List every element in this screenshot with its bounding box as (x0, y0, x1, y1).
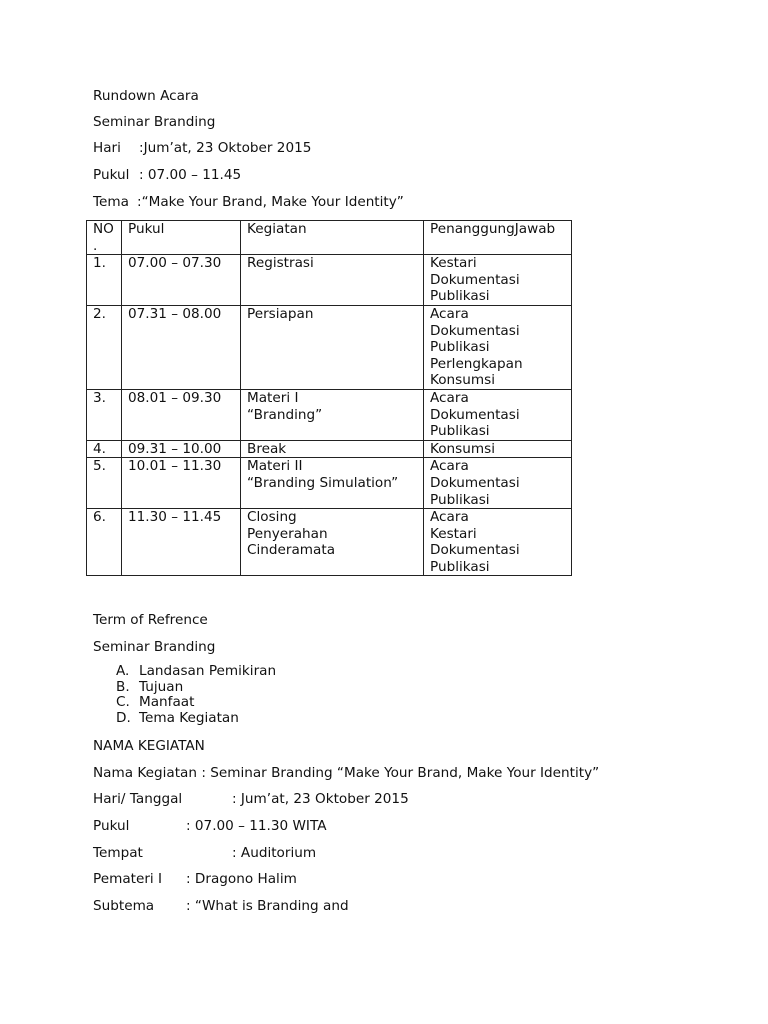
activity-cell: Closing Penyerahan Cinderamata (241, 509, 424, 576)
list-item (116, 664, 276, 680)
subtema-value: : “What is Branding and (186, 898, 349, 914)
pic-cell: Acara Dokumentasi Publikasi (424, 458, 572, 509)
table-row (87, 305, 572, 389)
pic-cell: Kestari Dokumentasi Publikasi (424, 255, 572, 306)
column-header: PenanggungJawab (424, 221, 572, 255)
time-cell: 07.31 – 08.00 (122, 305, 241, 389)
time-cell: 07.00 – 07.30 (122, 255, 241, 306)
time-cell: 10.01 – 11.30 (122, 458, 241, 509)
tempat-label: Tempat (93, 845, 143, 861)
list-item (116, 680, 276, 696)
kegiatan-pukul-label: Pukul (93, 818, 130, 834)
time-cell: 08.01 – 09.30 (122, 389, 241, 440)
activity-cell: Break (241, 440, 424, 458)
table-row (87, 458, 572, 509)
list-marker: D. (116, 710, 131, 727)
table-row (87, 440, 572, 458)
activity-cell: Materi II “Branding Simulation” (241, 458, 424, 509)
time-cell: 11.30 – 11.45 (122, 509, 241, 576)
column-header: Kegiatan (241, 221, 424, 255)
pukul-label: Pukul (93, 167, 130, 183)
tanggal-value: : Jum’at, 23 Oktober 2015 (232, 791, 409, 807)
hari-value: :Jum’at, 23 Oktober 2015 (139, 140, 312, 156)
subtema-label: Subtema (93, 898, 155, 914)
pic-cell: Konsumsi (424, 440, 572, 458)
list-item (116, 711, 276, 727)
column-header: NO . (87, 221, 122, 255)
rundown-table-body (87, 221, 572, 576)
tor-subtitle: Seminar Branding (93, 639, 216, 655)
list-item-text: Manfaat (139, 694, 195, 711)
list-item-text: Landasan Pemikiran (139, 663, 277, 679)
hari-label: Hari (93, 140, 121, 156)
row-number-cell: 1. (87, 255, 122, 306)
pukul-value: : 07.00 – 11.45 (139, 167, 242, 183)
list-marker: C. (116, 694, 130, 711)
activity-cell: Materi I “Branding” (241, 389, 424, 440)
table-row (87, 389, 572, 440)
tor-title: Term of Refrence (93, 612, 208, 628)
pemateri-label: Pemateri I (93, 871, 163, 887)
row-number-cell: 4. (87, 440, 122, 458)
nama-kegiatan-line: Nama Kegiatan : Seminar Branding “Make Your Brand, Make Your Identity” (93, 765, 600, 781)
row-number-cell: 3. (87, 389, 122, 440)
list-marker: A. (116, 663, 130, 679)
tor-list (116, 664, 276, 727)
row-number-cell: 6. (87, 509, 122, 576)
list-item-text: Tujuan (139, 678, 184, 695)
column-header: Pukul (122, 221, 241, 255)
pic-cell: Acara Dokumentasi Publikasi (424, 389, 572, 440)
tempat-value: : Auditorium (232, 845, 317, 861)
kegiatan-pukul-value: : 07.00 – 11.30 WITA (186, 818, 327, 834)
event-name: Seminar Branding (93, 114, 216, 130)
activity-cell: Persiapan (241, 305, 424, 389)
pic-cell: Acara Dokumentasi Publikasi Perlengkapan Konsumsi (424, 305, 572, 389)
table-row (87, 509, 572, 576)
list-item-text: Tema Kegiatan (139, 710, 239, 727)
list-marker: B. (116, 678, 130, 695)
pemateri-value: : Dragono Halim (186, 871, 297, 887)
tema-label: Tema (93, 194, 129, 210)
nama-kegiatan-heading: NAMA KEGIATAN (93, 738, 205, 754)
row-number-cell: 5. (87, 458, 122, 509)
time-cell: 09.31 – 10.00 (122, 440, 241, 458)
activity-cell: Registrasi (241, 255, 424, 306)
tema-value: :“Make Your Brand, Make Your Identity” (137, 194, 404, 210)
rundown-table (86, 220, 572, 576)
table-row (87, 255, 572, 306)
pic-cell: Acara Kestari Dokumentasi Publikasi (424, 509, 572, 576)
table-header-row (87, 221, 572, 255)
doc-title: Rundown Acara (93, 88, 199, 104)
tanggal-label: Hari/ Tanggal (93, 791, 183, 807)
list-item (116, 695, 276, 711)
row-number-cell: 2. (87, 305, 122, 389)
